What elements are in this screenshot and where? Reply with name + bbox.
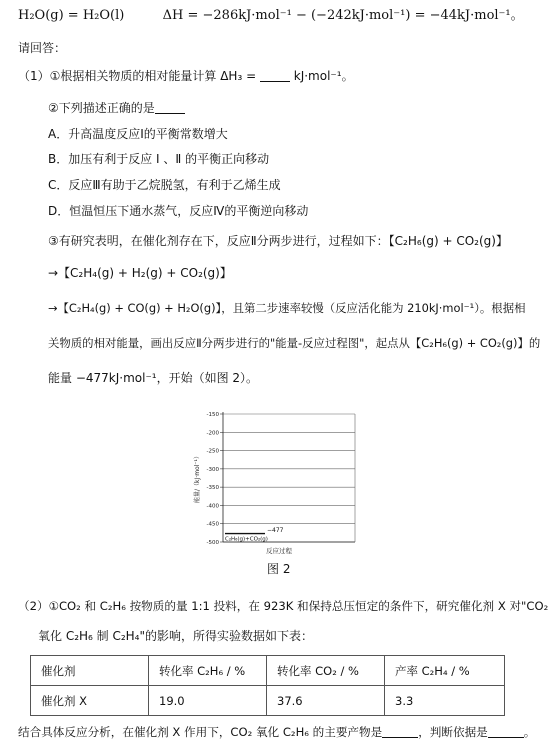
y-tick-label: -400 <box>206 503 219 510</box>
q1-part3-line3: →【C₂H₄(g) + CO(g) + H₂O(g)】，且第二步速率较慢（反应活化能为 210kJ·mol⁻¹）。根据相 <box>48 301 526 315</box>
prompt-text: 请回答： <box>18 41 67 55</box>
q1-part2 <box>48 100 185 116</box>
table-header-cell: 转化率 C₂H₆ / % <box>149 656 267 686</box>
q1-part1-suffix: kJ·mol⁻¹。 <box>289 69 354 83</box>
table-header-cell: 产率 C₂H₄ / % <box>385 656 505 686</box>
table-header-cell: 转化率 CO₂ / % <box>267 656 385 686</box>
option-a: A．升高温度反应Ⅰ的平衡常数增大 <box>48 127 228 141</box>
y-tick-label: -500 <box>206 540 219 546</box>
table-cell: 催化剂 X <box>31 686 149 716</box>
answer-blank-reason[interactable] <box>488 726 524 738</box>
y-tick-label: -350 <box>206 485 219 492</box>
q2-conclusion <box>18 724 535 740</box>
q2-line1: （2）①CO₂ 和 C₂H₆ 按物质的量 1:1 投料，在 923K 和保持总压恒定的条件下，研究催化剂 X 对"CO₂ <box>18 599 549 613</box>
table-cell: 3.3 <box>385 686 505 716</box>
y-tick-label: -250 <box>206 448 219 455</box>
y-axis-label: 能量/（kJ·mol⁻¹） <box>194 453 201 503</box>
answer-blank-dh3[interactable] <box>260 70 290 82</box>
answer-blank-choice[interactable] <box>155 102 185 114</box>
q2-line2: 氧化 C₂H₆ 制 C₂H₄"的影响，所得实验数据如下表： <box>38 629 314 643</box>
figure-caption: 图 2 <box>267 562 291 576</box>
x-axis-label: 反应过程 <box>266 547 292 555</box>
enthalpy-calculation: ΔH = −286kJ·mol⁻¹ − (−242kJ·mol⁻¹) = −44kJ·mol⁻¹。 <box>162 8 524 23</box>
table-header-cell: 催化剂 <box>31 656 149 686</box>
y-tick-label: -450 <box>206 521 219 528</box>
q1-part3-line1: ③有研究表明，在催化剂存在下，反应Ⅱ分两步进行，过程如下：【C₂H₆(g) + CO₂(g)】 <box>48 234 508 248</box>
experiment-data-table <box>30 655 505 716</box>
table-row <box>31 686 505 716</box>
conclusion-prefix: 结合具体反应分析，在催化剂 X 作用下，CO₂ 氧化 C₂H₆ 的主要产物是 <box>18 725 383 739</box>
species-label: C₂H₆(g)+CO₂(g) <box>225 536 268 543</box>
option-c: C．反应Ⅲ有助于乙烷脱氢，有利于乙烯生成 <box>48 178 281 192</box>
start-energy-label: −477 <box>267 527 284 535</box>
q1-part3-line2: →【C₂H₄(g) + H₂(g) + CO₂(g)】 <box>48 266 232 280</box>
q1-part3-line5: 能量 −477kJ·mol⁻¹，开始（如图 2）。 <box>48 371 259 385</box>
energy-diagram-figure <box>185 408 365 578</box>
q1-part1-prefix: （1）①根据相关物质的相对能量计算 ΔH₃ = <box>18 69 260 83</box>
conclusion-mid: ，判断依据是 <box>418 725 488 739</box>
energy-diagram-chart <box>185 408 365 558</box>
table-header-row <box>31 656 505 686</box>
q1-part3-line4: 关物质的相对能量，画出反应Ⅱ分两步进行的"能量-反应过程图"，起点从【C₂H₆(g) + CO₂(g)】的 <box>48 336 541 350</box>
q1-part1 <box>18 68 354 84</box>
option-d: D．恒温恒压下通水蒸气，反应Ⅳ的平衡逆向移动 <box>48 204 309 218</box>
y-tick-label: -300 <box>206 466 219 473</box>
thermo-equation-line <box>18 8 524 24</box>
table-cell: 37.6 <box>267 686 385 716</box>
y-tick-label: -150 <box>206 412 219 418</box>
conclusion-end: 。 <box>523 725 536 739</box>
q1-part2-prefix: ②下列描述正确的是 <box>48 101 155 115</box>
table-cell: 19.0 <box>149 686 267 716</box>
option-b: B．加压有利于反应 Ⅰ 、Ⅱ 的平衡正向移动 <box>48 152 270 166</box>
y-tick-label: -200 <box>206 430 219 437</box>
water-phase-equation: H₂O(g) = H₂O(l) <box>18 8 125 23</box>
answer-blank-product[interactable] <box>382 726 418 738</box>
